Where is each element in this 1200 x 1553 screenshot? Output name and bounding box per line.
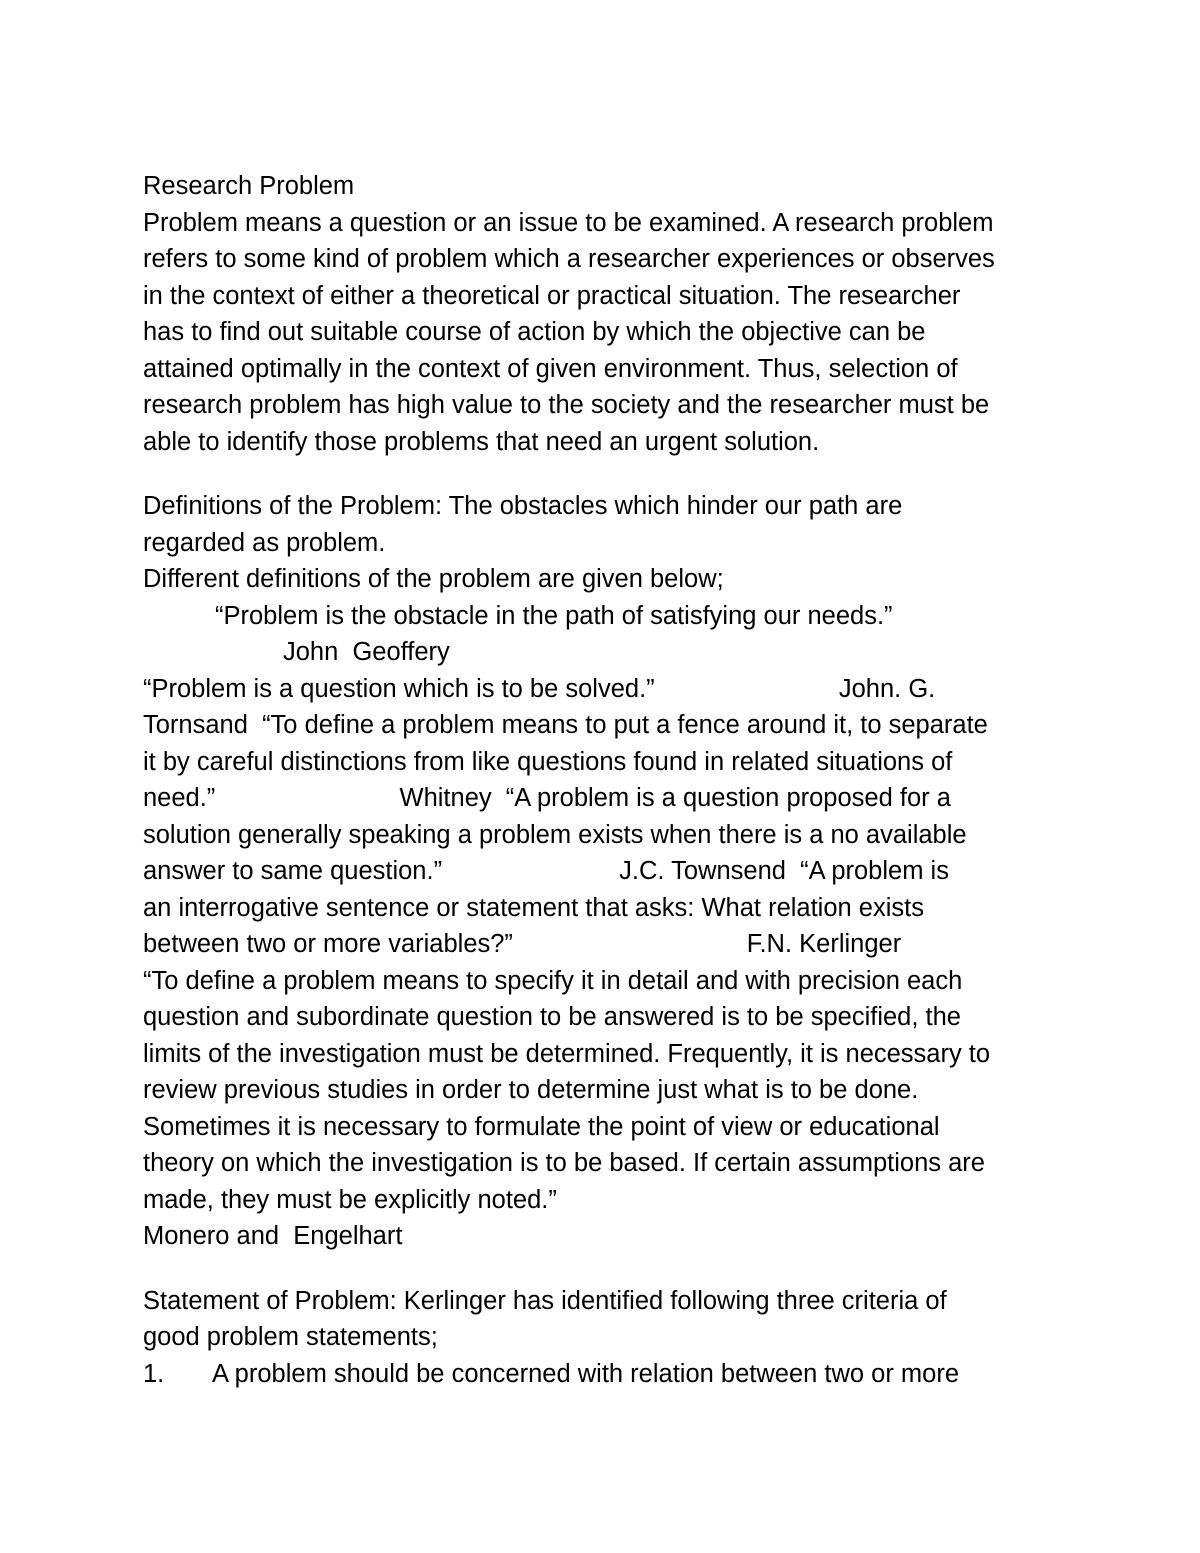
document-body [143, 168, 1073, 1392]
definitions-line: regarded as problem. [143, 528, 386, 557]
definitions-line: question and subordinate question to be answered is to be specified, the [143, 1003, 961, 1031]
statement-line: good problem statements; [143, 1323, 438, 1351]
paragraph-gap [143, 1255, 1073, 1283]
definitions-heading-line: Definitions of the Problem: The obstacles which hinder our path are [143, 492, 903, 520]
definitions-line: it by careful distinctions from like questions found in related situations of [143, 747, 953, 776]
definitions-line: an interrogative sentence or statement that asks: What relation exists [143, 893, 924, 922]
definitions-line: Sometimes it is necessary to formulate the point of view or educational [143, 1112, 940, 1141]
paragraph-line: refers to some kind of problem which a researcher experiences or observes [143, 245, 995, 273]
definitions-line: theory on which the investigation is to be based. If certain assumptions are [143, 1149, 985, 1177]
quote-geoffery: “Problem is the obstacle in the path of satisfying our needs.” [215, 601, 893, 630]
definitions-line: “Problem is a question which is to be solved.” John. G. [143, 674, 936, 703]
paragraph-gap [143, 460, 1073, 488]
paragraph-line: attained optimally in the context of given environment. Thus, selection of [143, 354, 958, 383]
list-item-number: 1. [143, 1359, 165, 1388]
paragraph-line: research problem has high value to the society and the researcher must be [143, 391, 990, 419]
definitions-line: made, they must be explicitly noted.” [143, 1185, 557, 1214]
paragraph-line: has to find out suitable course of action by which the objective can be [143, 318, 926, 346]
definitions-line: review previous studies in order to determine just what is to be done. [143, 1076, 919, 1104]
quote-author-geoffery: John Geoffery [283, 638, 450, 666]
definitions-line: Different definitions of the problem are given below; [143, 565, 724, 593]
paragraph-line: able to identify those problems that need an urgent solution. [143, 427, 820, 456]
definitions-line: answer to same question.” J.C. Townsend “A problem is [143, 857, 949, 885]
document-title: Research Problem [143, 172, 355, 200]
list-item [143, 1356, 1073, 1393]
definitions-line: limits of the investigation must be determined. Frequently, it is necessary to [143, 1039, 991, 1068]
definitions-line: between two or more variables?” F.N. Kerlinger [143, 930, 902, 958]
definitions-line: Tornsand “To define a problem means to put a fence around it, to separate [143, 711, 988, 739]
list-item-text: A problem should be concerned with relation between two or more [212, 1359, 960, 1388]
definitions-line: need.” Whitney “A problem is a question proposed for a [143, 784, 951, 812]
quote-author-monero-engelhart: Monero and Engelhart [143, 1222, 403, 1250]
statement-heading-line: Statement of Problem: Kerlinger has identified following three criteria of [143, 1286, 947, 1315]
paragraph-line: Problem means a question or an issue to be examined. A research problem [143, 208, 994, 237]
paragraph-line: in the context of either a theoretical or practical situation. The researcher [143, 281, 961, 310]
definitions-line: “To define a problem means to specify it in detail and with precision each [143, 966, 963, 995]
definitions-line: solution generally speaking a problem exists when there is a no available [143, 820, 967, 849]
